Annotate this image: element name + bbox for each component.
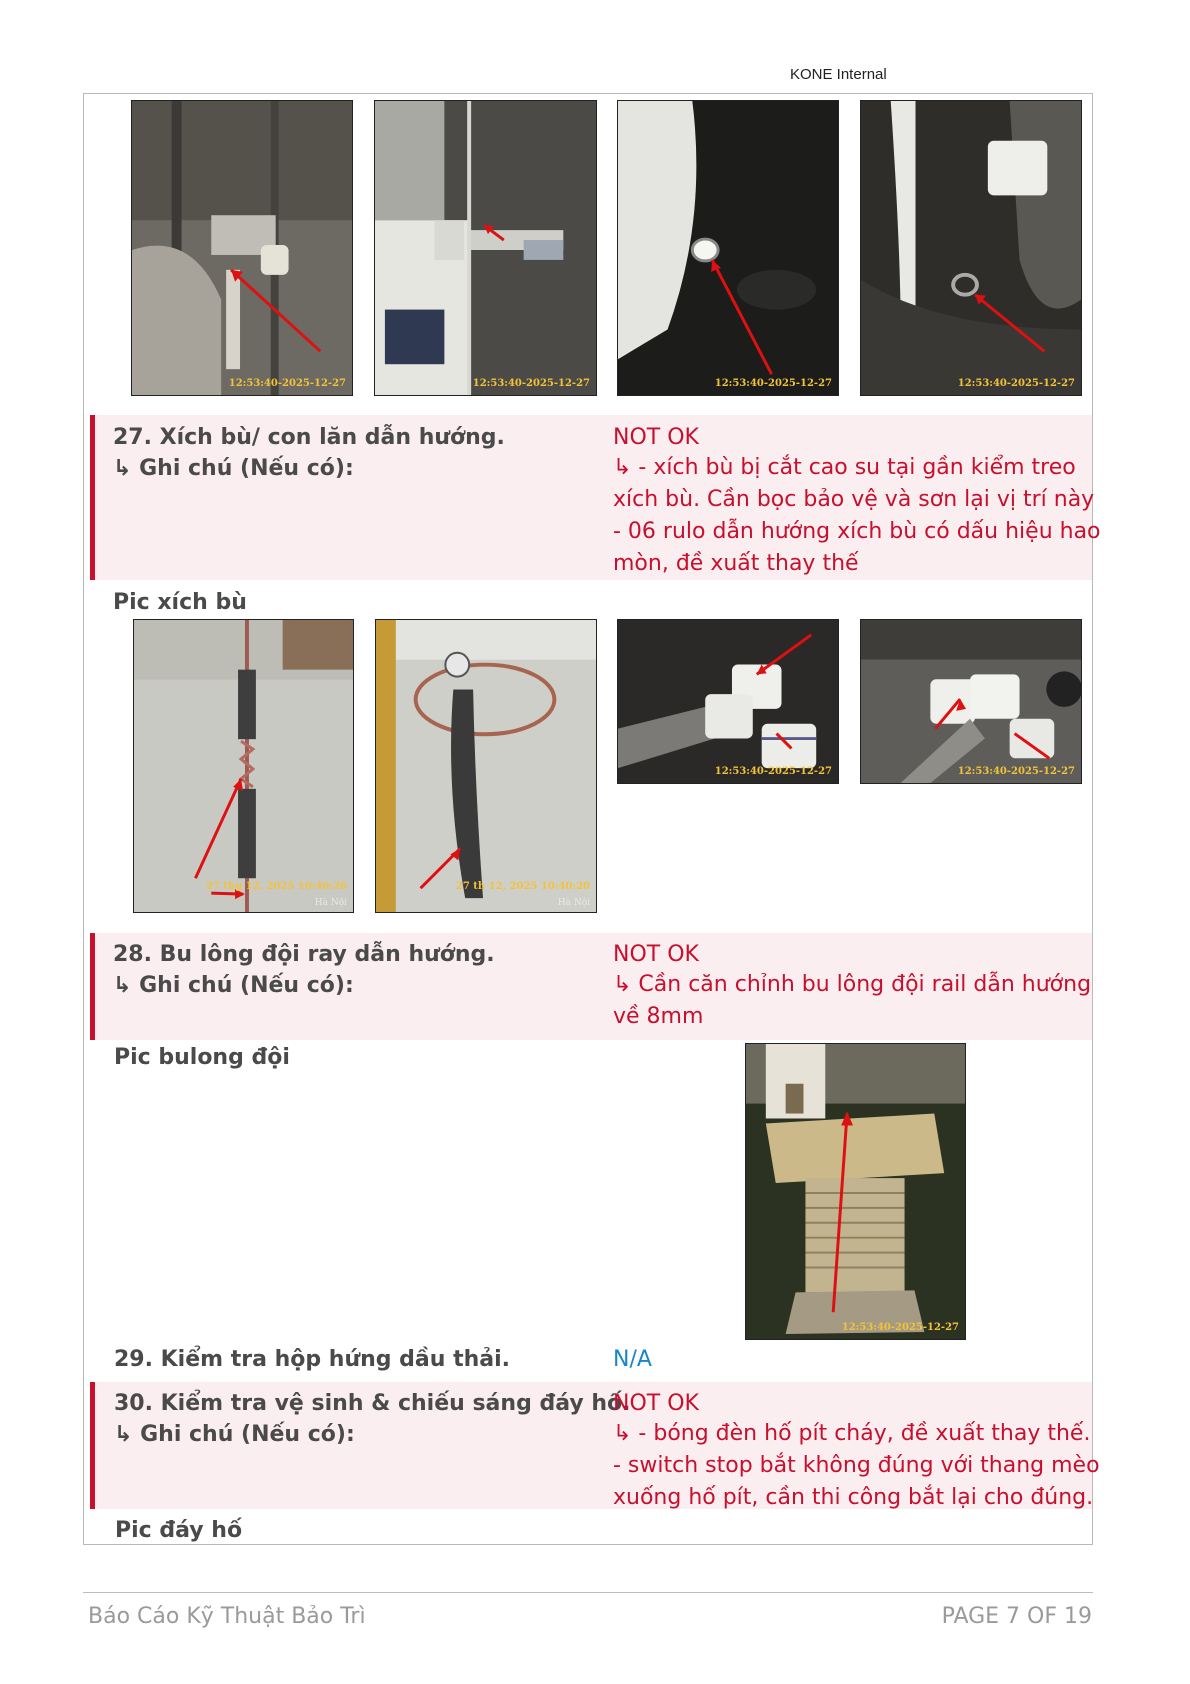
comment-line: ↳ Cần căn chỉnh bu lông đội rail dẫn hướng <box>613 972 1092 997</box>
item-27-status: NOT OK <box>613 425 699 450</box>
document-classification: KONE Internal <box>790 66 887 83</box>
photo-timestamp: 12:53:40-2025-12-27 <box>957 766 1075 777</box>
comment-line: ↳ - xích bù bị cắt cao su tại gần kiểm treo <box>613 455 1076 480</box>
photo-hanger-2 <box>374 100 597 396</box>
photo-hanger-3 <box>617 100 839 396</box>
item-27-marker <box>90 415 95 580</box>
photo-timestamp: 12:53:40-2025-12-27 <box>228 378 346 389</box>
item-28-status: NOT OK <box>613 942 699 967</box>
photo-comp-chain-1 <box>133 619 354 913</box>
item-27-pic-label: Pic xích bù <box>113 590 247 615</box>
item-28-note-label: ↳ Ghi chú (Nếu có): <box>113 973 354 998</box>
item-30-comment <box>613 1418 1100 1514</box>
item-30-note-label: ↳ Ghi chú (Nếu có): <box>114 1422 355 1447</box>
item-30-pic-label: Pic đáy hố <box>115 1518 243 1543</box>
item-27-note-label: ↳ Ghi chú (Nếu có): <box>113 456 354 481</box>
item-30-marker <box>90 1382 95 1509</box>
item-28-comment <box>613 969 1091 1033</box>
photo-timestamp: 27 th 12, 2025 10:40:20 <box>455 881 590 892</box>
comment-line: về 8mm <box>613 1004 704 1029</box>
photo-timestamp: 12:53:40-2025-12-27 <box>957 378 1075 389</box>
comment-line: - 06 rulo dẫn hướng xích bù có dấu hiệu hao <box>613 519 1101 544</box>
photo-guide-bolt <box>745 1043 966 1340</box>
footer-divider <box>83 1592 1093 1593</box>
item-30-status: NOT OK <box>613 1391 699 1416</box>
photo-timestamp: 12:53:40-2025-12-27 <box>472 378 590 389</box>
item-29-status: N/A <box>613 1347 652 1372</box>
comment-line: - switch stop bắt không đúng với thang mèo <box>613 1453 1100 1478</box>
photo-hanger-4 <box>860 100 1082 396</box>
photo-hanger-1 <box>131 100 353 396</box>
photo-timestamp: 12:53:40-2025-12-27 <box>841 1322 959 1333</box>
item-29-title: 29. Kiểm tra hộp hứng dầu thải. <box>114 1347 511 1372</box>
comment-line: xuống hố pít, cần thi công bắt lại cho đúng. <box>613 1485 1094 1510</box>
item-27-comment <box>613 452 1101 580</box>
item-28-marker <box>90 933 95 1040</box>
comment-line: ↳ - bóng đèn hố pít cháy, đề xuất thay thế. <box>613 1421 1091 1446</box>
photo-guide-roller-2 <box>860 619 1082 784</box>
photo-location: Hà Nội <box>557 898 590 908</box>
photo-timestamp: 12:53:40-2025-12-27 <box>714 766 832 777</box>
item-28-title: 28. Bu lông đội ray dẫn hướng. <box>113 942 495 967</box>
photo-comp-chain-2 <box>375 619 597 913</box>
comment-line: xích bù. Cần bọc bảo vệ và sơn lại vị trí này <box>613 487 1095 512</box>
photo-location: Hà Nội <box>314 898 347 908</box>
item-30-title: 30. Kiểm tra vệ sinh & chiếu sáng đáy hố. <box>114 1391 631 1416</box>
footer-document-title: Báo Cáo Kỹ Thuật Bảo Trì <box>88 1604 366 1629</box>
item-28-pic-label: Pic bulong đội <box>114 1045 290 1070</box>
photo-timestamp: 12:53:40-2025-12-27 <box>714 378 832 389</box>
photo-timestamp: 27 thg 12, 2025 10:40:26 <box>205 881 347 892</box>
item-27-title: 27. Xích bù/ con lăn dẫn hướng. <box>113 425 505 450</box>
photo-guide-roller-1 <box>617 619 839 784</box>
comment-line: mòn, đề xuất thay thế <box>613 551 859 576</box>
footer-page-number: PAGE 7 OF 19 <box>941 1604 1092 1629</box>
